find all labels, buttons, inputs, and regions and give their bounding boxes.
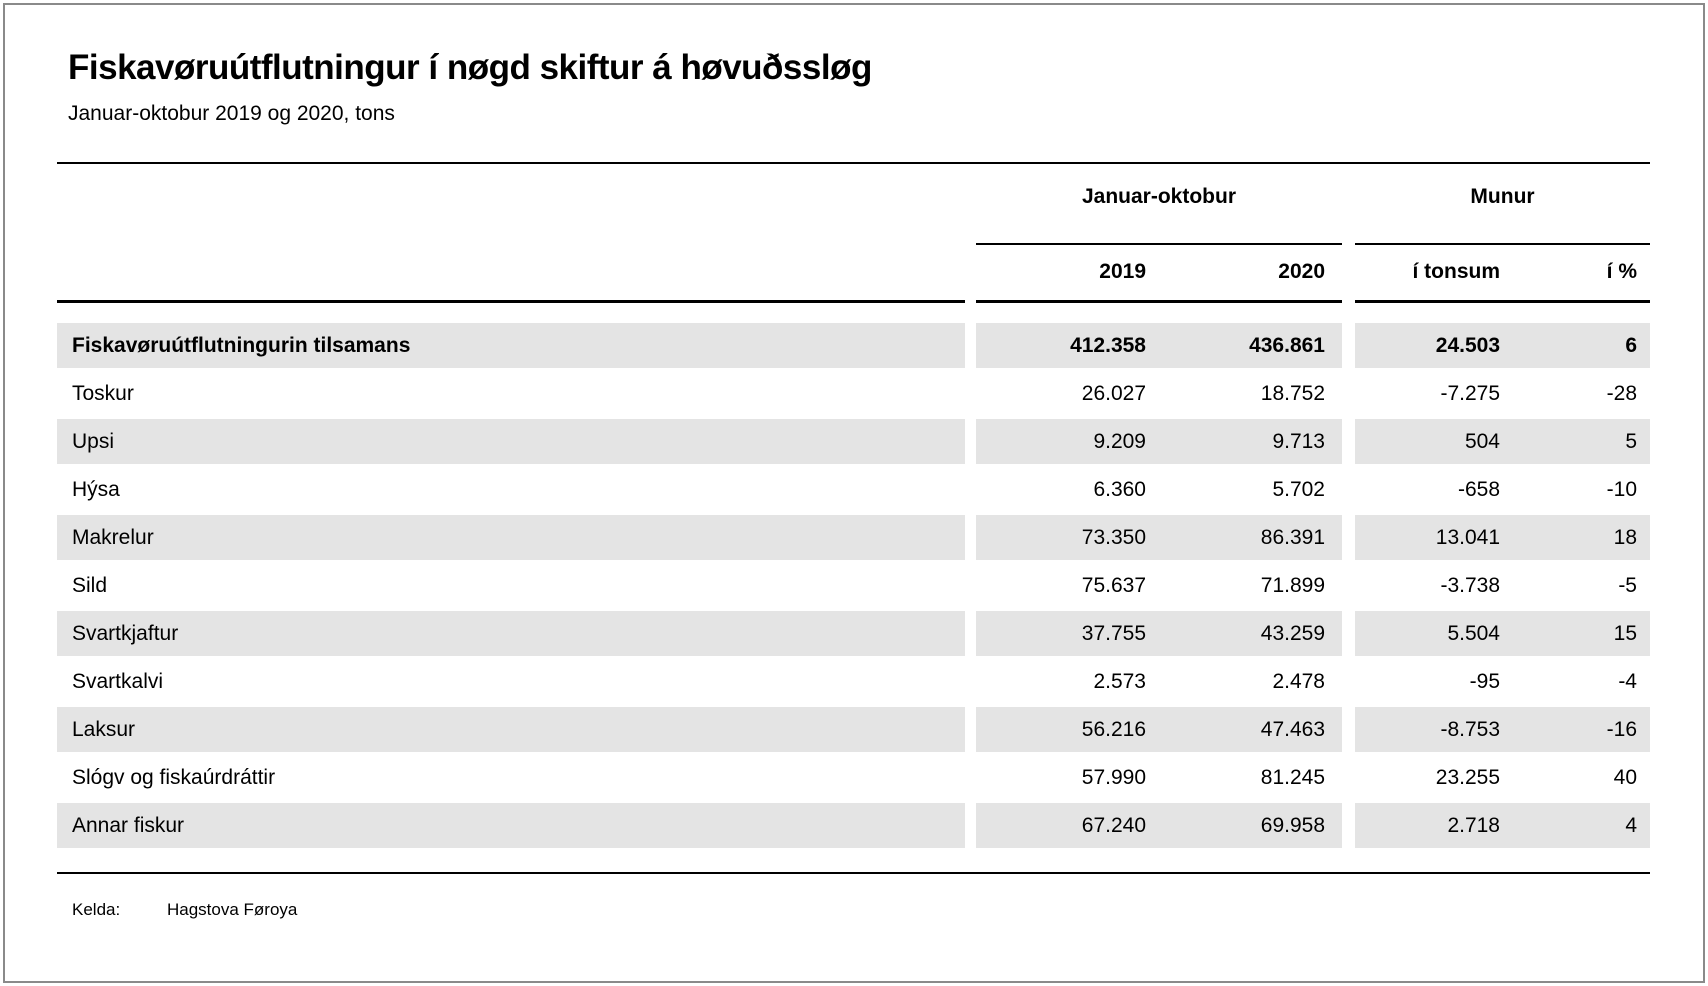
source-value: Hagstova Føroya (167, 900, 298, 919)
cell-percent: -28 (1606, 382, 1637, 405)
cell-percent: -10 (1606, 478, 1637, 501)
cell-2020: 86.391 (1158, 515, 1342, 560)
row-label: Laksur (57, 707, 965, 752)
diff-group-underline (1355, 243, 1650, 245)
column-header-2019: 2019 (1099, 260, 1146, 283)
header-divider-period (976, 300, 1342, 303)
cell-2019: 9.209 (976, 419, 1158, 464)
cell-2020: 81.245 (1260, 766, 1325, 789)
row-label: Hýsa (72, 478, 120, 501)
cell-tons: 5.504 (1355, 611, 1512, 656)
cell-2019: 56.216 (976, 707, 1158, 752)
row-label: Toskur (72, 382, 134, 405)
row-label: Fiskavøruútflutningurin tilsamans (57, 323, 965, 368)
table-row (0, 707, 1708, 755)
cell-2019: 73.350 (976, 515, 1158, 560)
cell-percent: 6 (1512, 323, 1650, 368)
row-label: Svartkjaftur (57, 611, 965, 656)
cell-tons: 504 (1355, 419, 1512, 464)
cell-tons: -95 (1469, 670, 1500, 693)
cell-2019: 2.573 (1093, 670, 1146, 693)
table-row (0, 803, 1708, 851)
table-row (0, 371, 1708, 419)
cell-2019: 57.990 (1081, 766, 1146, 789)
cell-tons: 13.041 (1355, 515, 1512, 560)
cell-percent: 5 (1512, 419, 1650, 464)
row-label: Sild (72, 574, 108, 597)
row-label: Makrelur (57, 515, 965, 560)
cell-percent: 40 (1613, 766, 1637, 789)
cell-percent: -5 (1618, 574, 1637, 597)
cell-2020: 71.899 (1260, 574, 1325, 597)
cell-2020: 9.713 (1158, 419, 1342, 464)
top-divider (57, 162, 1650, 164)
source-label: Kelda: (72, 900, 121, 919)
cell-2019: 412.358 (976, 323, 1158, 368)
cell-percent: -16 (1512, 707, 1650, 752)
cell-percent: 18 (1512, 515, 1650, 560)
cell-tons: 24.503 (1355, 323, 1512, 368)
table-row-total (0, 323, 1708, 371)
bottom-divider (57, 872, 1650, 874)
table-row (0, 755, 1708, 803)
page-title: Fiskavøruútflutningur í nøgd skiftur á høvuðssløg (68, 48, 872, 87)
row-label: Upsi (57, 419, 965, 464)
column-header-percent: í % (1606, 260, 1637, 283)
cell-tons: -3.738 (1440, 574, 1500, 597)
table-row (0, 563, 1708, 611)
row-label: Slógv og fiskaúrdráttir (72, 766, 276, 789)
cell-2020: 18.752 (1260, 382, 1325, 405)
row-label: Svartkalvi (72, 670, 164, 693)
cell-2020: 5.702 (1272, 478, 1325, 501)
cell-2020: 2.478 (1272, 670, 1325, 693)
cell-tons: -8.753 (1355, 707, 1512, 752)
column-header-tons: í tonsum (1412, 260, 1500, 283)
table-row (0, 659, 1708, 707)
cell-tons: 23.255 (1435, 766, 1500, 789)
cell-2020: 47.463 (1158, 707, 1342, 752)
table-row (0, 467, 1708, 515)
cell-2020: 436.861 (1158, 323, 1342, 368)
cell-tons: -658 (1457, 478, 1500, 501)
cell-percent: 15 (1512, 611, 1650, 656)
column-group-diff: Munur (1470, 185, 1535, 208)
cell-percent: -4 (1618, 670, 1637, 693)
cell-2020: 69.958 (1158, 803, 1342, 848)
table-row (0, 515, 1708, 563)
column-group-period: Januar-oktobur (1081, 185, 1236, 208)
table-row (0, 419, 1708, 467)
page-subtitle: Januar-oktobur 2019 og 2020, tons (68, 102, 395, 125)
header-divider-diff (1355, 300, 1650, 303)
table-body (0, 323, 1708, 851)
cell-2019: 67.240 (976, 803, 1158, 848)
header-divider-labels (57, 300, 965, 303)
cell-2019: 6.360 (1093, 478, 1146, 501)
table-row (0, 611, 1708, 659)
cell-percent: 4 (1512, 803, 1650, 848)
cell-2019: 75.637 (1081, 574, 1146, 597)
column-header-2020: 2020 (1278, 260, 1325, 283)
cell-2020: 43.259 (1158, 611, 1342, 656)
period-group-underline (976, 243, 1342, 245)
cell-tons: -7.275 (1440, 382, 1500, 405)
cell-tons: 2.718 (1355, 803, 1512, 848)
cell-2019: 37.755 (976, 611, 1158, 656)
row-label: Annar fiskur (57, 803, 965, 848)
cell-2019: 26.027 (1081, 382, 1146, 405)
